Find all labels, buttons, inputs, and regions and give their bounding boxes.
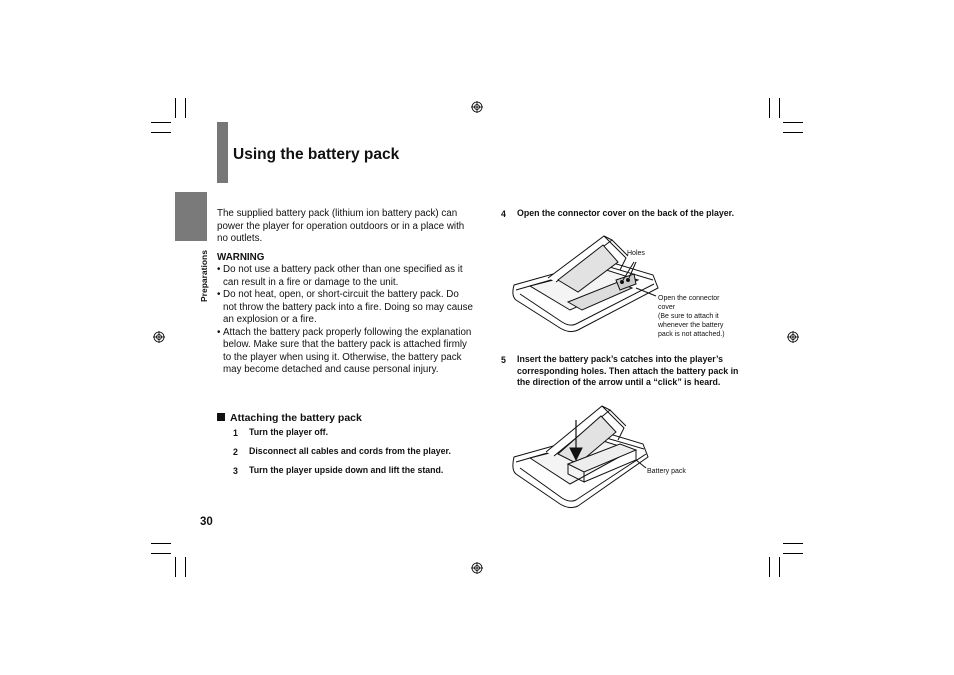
warning-item: • Do not heat, open, or short-circuit the battery pack. Do not throw the battery pack into a fire. Doing so may cause an explosion or a fire. <box>217 289 475 327</box>
step-number: 3 <box>233 466 238 476</box>
warning-item: • Attach the battery pack properly following the explanation below. Make sure that the battery pack is attached firmly to the player when using it. Otherwise, the battery pack may become detached and cause personal injury. <box>217 327 475 377</box>
connector-cover-label-line: (Be sure to attach it <box>658 313 719 320</box>
title-accent-bar <box>217 122 228 183</box>
registration-mark-icon <box>153 331 165 343</box>
connector-cover-label-line: whenever the battery <box>658 322 724 329</box>
step-number: 1 <box>233 428 238 438</box>
warning-list <box>217 264 475 377</box>
attaching-heading <box>217 412 362 424</box>
connector-cover-label-line: cover <box>658 304 676 311</box>
holes-label: Holes <box>627 250 645 257</box>
step-number: 4 <box>501 209 506 219</box>
step-text: Insert the battery pack’s catches into the player’s corresponding holes. Then attach the battery pack in the direction of the arrow until a “click” is heard. <box>517 354 739 387</box>
intro-paragraph: The supplied battery pack (lithium ion battery pack) can power the player for operation outdoors or in a place with no outlets. <box>217 208 465 244</box>
section-tab-label: Preparations <box>199 250 209 302</box>
step-number: 2 <box>233 447 238 457</box>
battery-pack-label: Battery pack <box>647 468 686 475</box>
registration-mark-icon <box>471 562 483 574</box>
step-text: Disconnect all cables and cords from the player. <box>249 446 451 456</box>
warning-item: • Do not use a battery pack other than one specified as it can result in a fire or damage to the unit. <box>217 264 475 289</box>
step-text: Open the connector cover on the back of the player. <box>517 208 735 218</box>
registration-mark-icon <box>787 331 799 343</box>
square-bullet-icon <box>217 413 225 421</box>
step-text: Turn the player upside down and lift the stand. <box>249 465 444 475</box>
connector-cover-label <box>658 294 748 339</box>
registration-mark-icon <box>471 101 483 113</box>
step-text: Turn the player off. <box>249 427 329 437</box>
page-title: Using the battery pack <box>233 146 400 163</box>
step-number: 5 <box>501 355 506 365</box>
connector-cover-label-line: pack is not attached.) <box>658 331 725 338</box>
connector-cover-label-line: Open the connector <box>658 295 720 302</box>
page-number: 30 <box>200 516 213 528</box>
section-tab <box>175 192 207 241</box>
figure-insert-battery-pack <box>508 402 708 514</box>
attaching-heading-text: Attaching the battery pack <box>230 412 362 424</box>
warning-heading: WARNING <box>217 252 265 263</box>
